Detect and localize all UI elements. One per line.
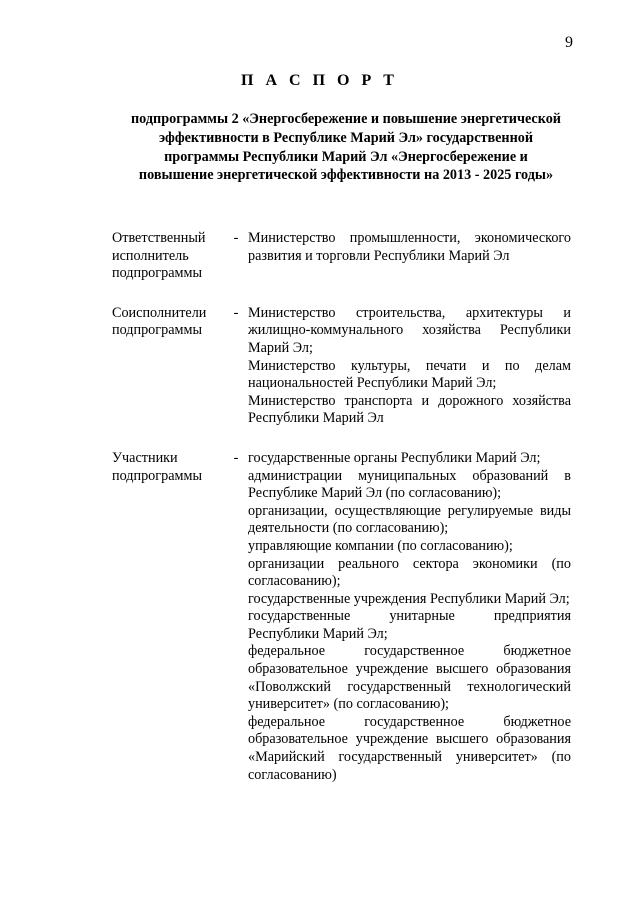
row-label: Ответственный исполнитель подпрограммы bbox=[112, 230, 206, 282]
subtitle-line: программы Республики Марий Эл «Энергосбережение и bbox=[164, 148, 528, 165]
subtitle-line: подпрограммы 2 «Энергосбережение и повышение энергетической bbox=[131, 111, 561, 127]
row-co-executors bbox=[112, 305, 572, 428]
value-item: федеральное государственное бюджетное образовательное учреждение высшего образования «Поволжский государственный технологический университет» (по согласованию); bbox=[248, 643, 571, 713]
row-separator: - bbox=[233, 449, 239, 466]
subtitle-line: повышение энергетической эффективности на 2013 - 2025 годы» bbox=[138, 167, 554, 184]
value-item: администрации муниципальных образований в Республике Марий Эл (по согласованию); bbox=[248, 467, 571, 502]
row-separator: - bbox=[233, 304, 239, 321]
value-item: организации, осуществляющие регулируемые виды деятельности (по согласованию); bbox=[248, 502, 571, 537]
row-responsible-executor bbox=[112, 230, 572, 283]
value-item: управляющие компании (по согласованию); bbox=[248, 537, 513, 554]
value-item: государственные унитарные предприятия Республики Марий Эл; bbox=[248, 608, 571, 642]
row-separator: - bbox=[233, 230, 239, 246]
value-item: государственные учреждения Республики Марий Эл; bbox=[248, 590, 570, 607]
value-item: Министерство промышленности, экономического развития и торговли Республики Марий Эл bbox=[248, 230, 571, 264]
row-value bbox=[248, 305, 571, 428]
value-item: федеральное государственное бюджетное образовательное учреждение высшего образования «Марийский государственный университет» (по согласованию) bbox=[248, 713, 571, 783]
value-item: государственные органы Республики Марий Эл; bbox=[248, 449, 541, 466]
row-value bbox=[248, 230, 571, 283]
row-participants bbox=[112, 450, 572, 784]
value-item: организации реального сектора экономики (по согласованию); bbox=[248, 555, 571, 590]
page-number: 9 bbox=[565, 34, 573, 51]
value-item: Министерство строительства, архитектуры и жилищно-коммунального хозяйства Республики Марий Эл; bbox=[248, 304, 571, 356]
value-item: Министерство культуры, печати и по делам национальностей Республики Марий Эл; bbox=[248, 357, 571, 392]
document-title: П А С П О Р Т bbox=[241, 72, 398, 89]
row-label: Участники подпрограммы bbox=[112, 449, 202, 484]
document-subtitle bbox=[112, 110, 580, 185]
row-value bbox=[248, 450, 571, 784]
passport-table bbox=[112, 230, 572, 784]
row-label: Соисполнители подпрограммы bbox=[112, 304, 207, 339]
subtitle-line: эффективности в Республике Марий Эл» государственной bbox=[158, 129, 534, 146]
value-item: Министерство транспорта и дорожного хозяйства Республики Марий Эл bbox=[248, 392, 571, 427]
